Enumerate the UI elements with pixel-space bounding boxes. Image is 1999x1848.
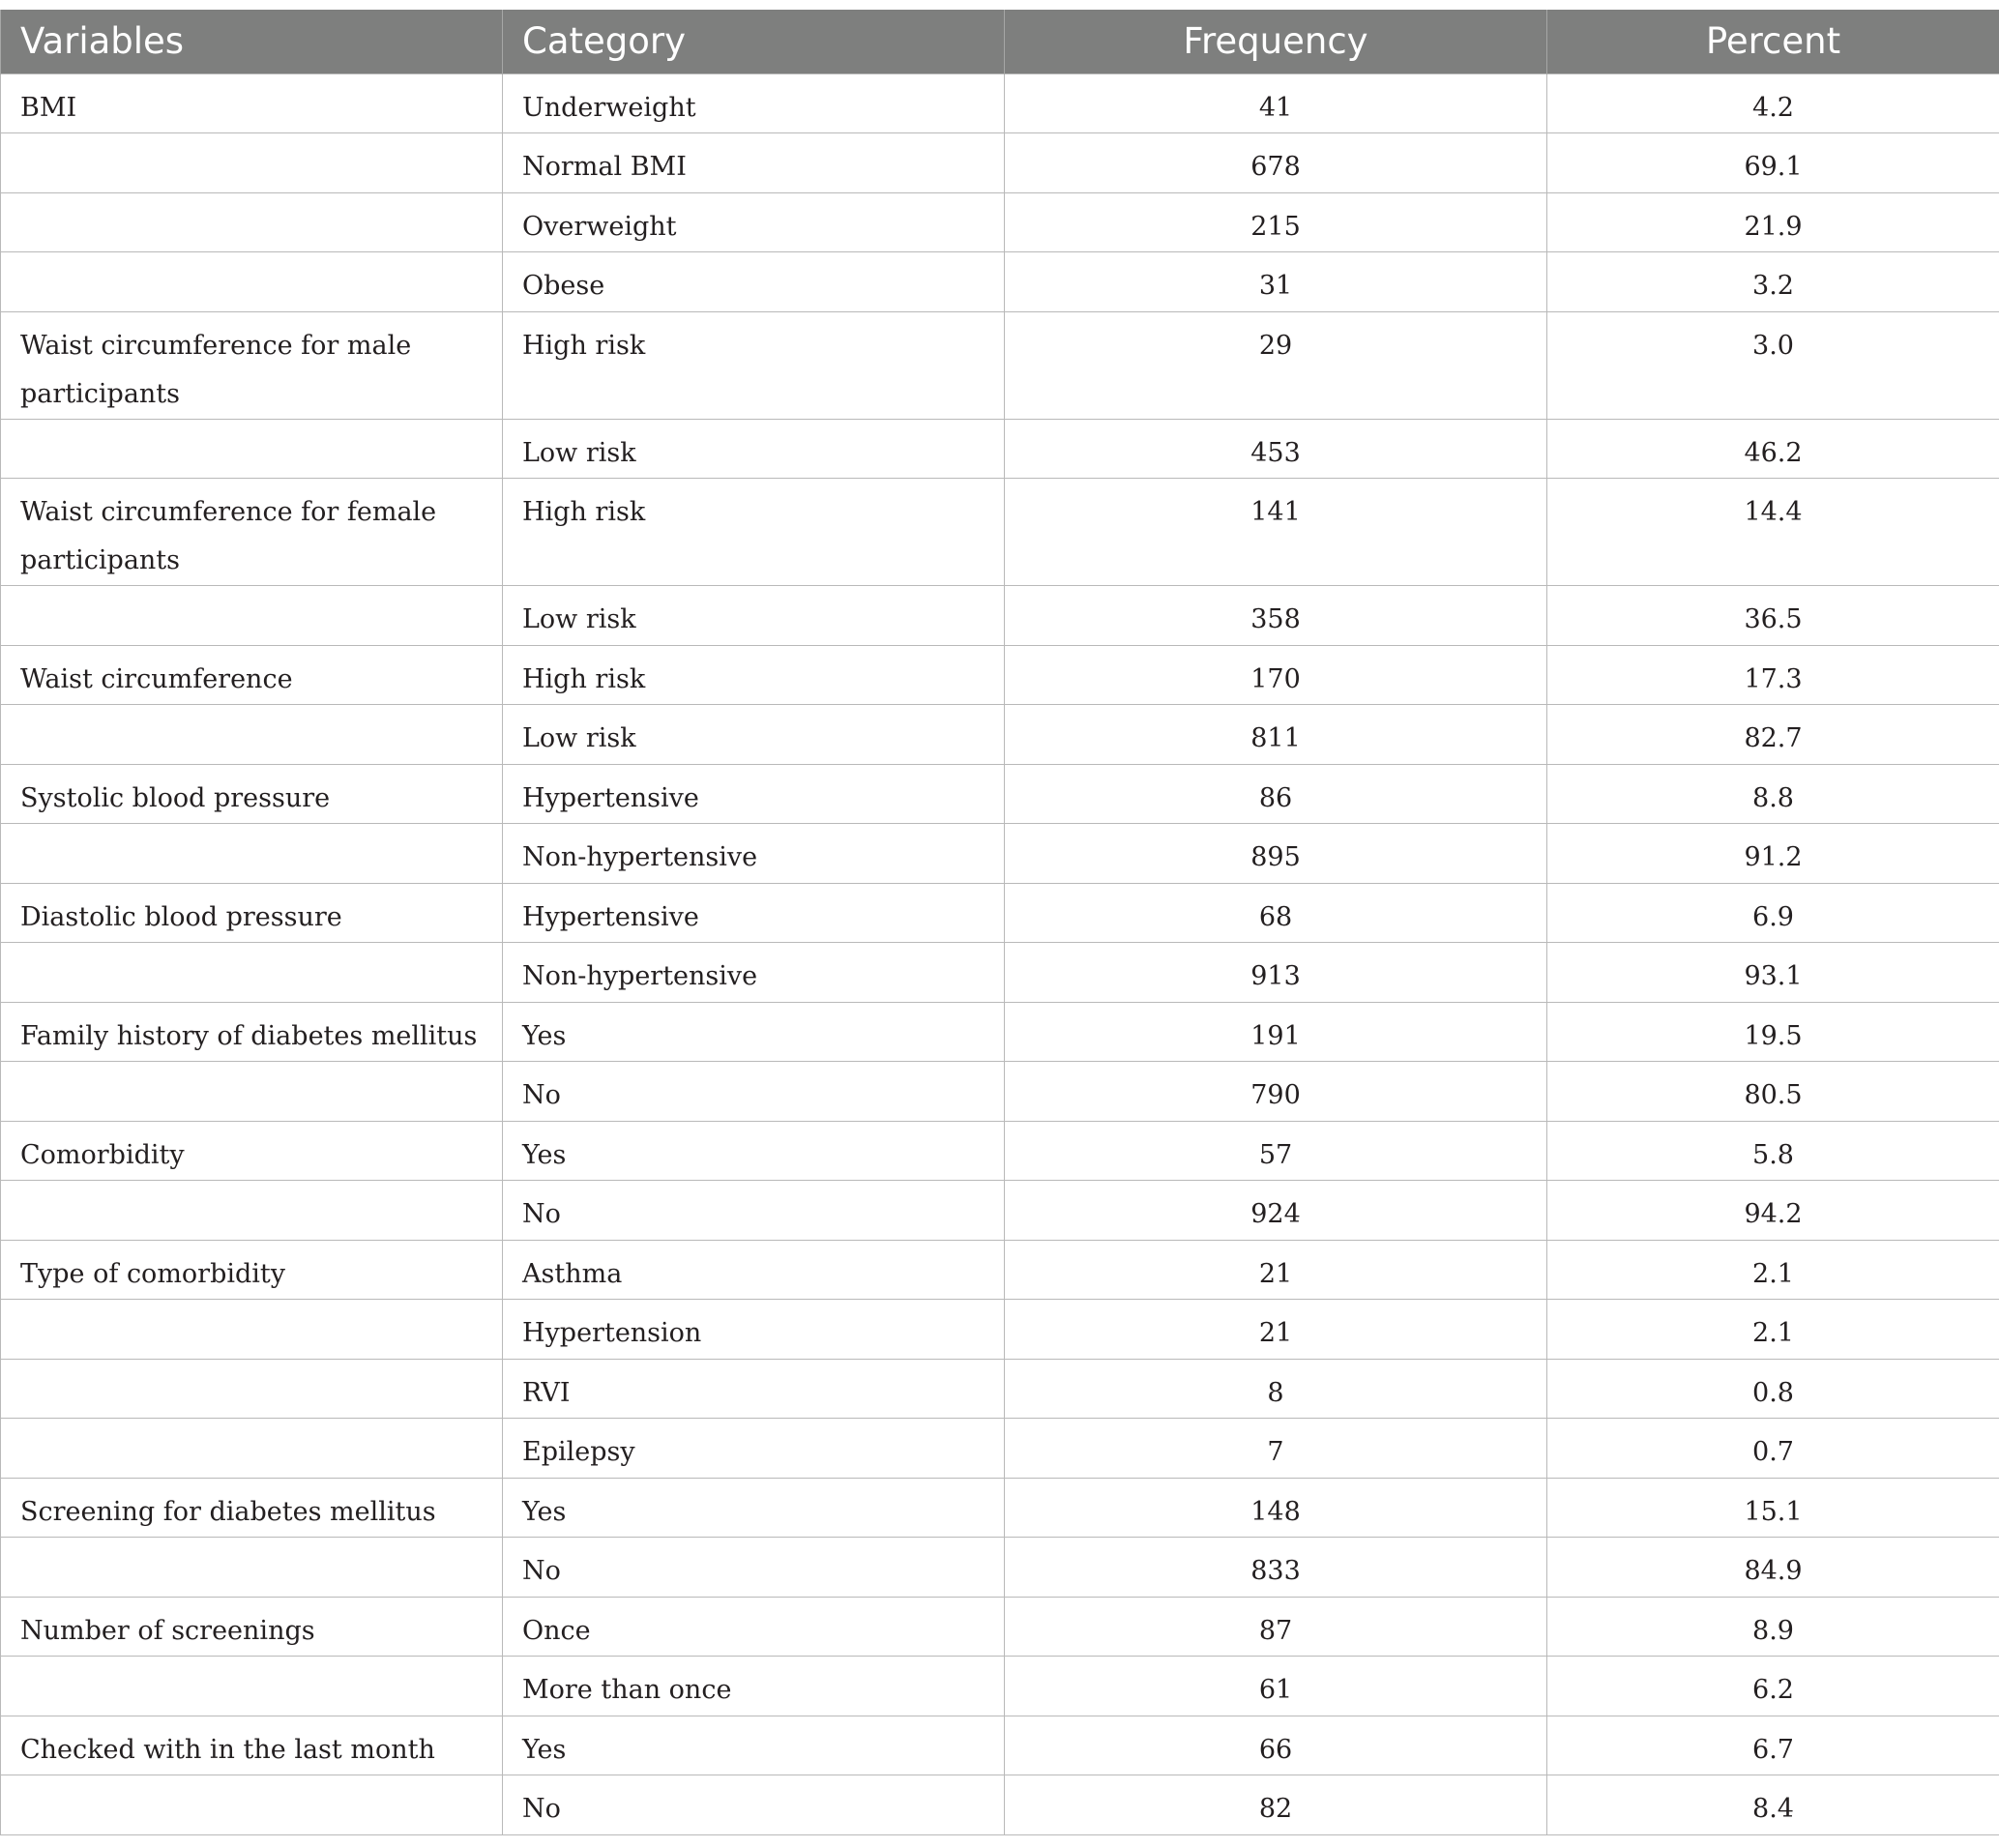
variable-cell xyxy=(1,1419,503,1479)
percent-cell: 0.7 xyxy=(1547,1419,1999,1479)
table-row xyxy=(1,645,1999,705)
variable-cell xyxy=(1,1359,503,1419)
variable-cell: Diastolic blood pressure xyxy=(1,883,503,943)
frequency-cell: 21 xyxy=(1005,1240,1547,1300)
variable-cell: Waist circumference xyxy=(1,645,503,705)
variable-cell xyxy=(1,705,503,765)
variable-cell: Checked with in the last month xyxy=(1,1716,503,1775)
category-cell: RVI xyxy=(503,1359,1005,1419)
variable-cell xyxy=(1,1538,503,1598)
frequency-cell: 29 xyxy=(1005,311,1547,419)
frequency-cell: 678 xyxy=(1005,133,1547,193)
variable-cell xyxy=(1,252,503,312)
frequency-cell: 86 xyxy=(1005,764,1547,824)
frequency-cell: 8 xyxy=(1005,1359,1547,1419)
table-row xyxy=(1,1478,1999,1538)
category-cell: Hypertensive xyxy=(503,764,1005,824)
data-table xyxy=(0,10,1999,1835)
variable-cell: Waist circumference for male participants xyxy=(1,311,503,419)
table-row xyxy=(1,586,1999,646)
category-cell: Yes xyxy=(503,1002,1005,1062)
column-header-frequency: Frequency xyxy=(1005,10,1547,73)
percent-cell: 46.2 xyxy=(1547,419,1999,479)
frequency-cell: 7 xyxy=(1005,1419,1547,1479)
category-cell: Obese xyxy=(503,252,1005,312)
table-row xyxy=(1,1062,1999,1122)
category-cell: Low risk xyxy=(503,705,1005,765)
percent-cell: 93.1 xyxy=(1547,943,1999,1003)
variable-cell xyxy=(1,1062,503,1122)
percent-cell: 15.1 xyxy=(1547,1478,1999,1538)
frequency-cell: 57 xyxy=(1005,1121,1547,1181)
frequency-cell: 87 xyxy=(1005,1597,1547,1657)
table-row xyxy=(1,1716,1999,1775)
frequency-cell: 790 xyxy=(1005,1062,1547,1122)
variable-cell: Screening for diabetes mellitus xyxy=(1,1478,503,1538)
percent-cell: 6.2 xyxy=(1547,1657,1999,1716)
category-cell: Normal BMI xyxy=(503,133,1005,193)
variable-cell xyxy=(1,192,503,252)
table-row xyxy=(1,1121,1999,1181)
category-cell: Asthma xyxy=(503,1240,1005,1300)
variable-cell xyxy=(1,586,503,646)
table-row xyxy=(1,1240,1999,1300)
variable-cell: Type of comorbidity xyxy=(1,1240,503,1300)
frequency-cell: 148 xyxy=(1005,1478,1547,1538)
variable-cell xyxy=(1,824,503,884)
frequency-cell: 895 xyxy=(1005,824,1547,884)
percent-cell: 14.4 xyxy=(1547,479,1999,586)
category-cell: Underweight xyxy=(503,73,1005,133)
table-row xyxy=(1,883,1999,943)
frequency-cell: 913 xyxy=(1005,943,1547,1003)
table-row xyxy=(1,943,1999,1003)
table-row xyxy=(1,764,1999,824)
table-row xyxy=(1,419,1999,479)
table-row xyxy=(1,705,1999,765)
frequency-cell: 358 xyxy=(1005,586,1547,646)
percent-cell: 0.8 xyxy=(1547,1359,1999,1419)
table-row xyxy=(1,824,1999,884)
category-cell: No xyxy=(503,1538,1005,1598)
frequency-cell: 191 xyxy=(1005,1002,1547,1062)
frequency-cell: 21 xyxy=(1005,1300,1547,1360)
category-cell: Hypertension xyxy=(503,1300,1005,1360)
variable-cell xyxy=(1,1775,503,1835)
category-cell: More than once xyxy=(503,1657,1005,1716)
category-cell: Low risk xyxy=(503,419,1005,479)
table-row xyxy=(1,1002,1999,1062)
category-cell: Yes xyxy=(503,1121,1005,1181)
column-header-category: Category xyxy=(503,10,1005,73)
percent-cell: 82.7 xyxy=(1547,705,1999,765)
percent-cell: 5.8 xyxy=(1547,1121,1999,1181)
table-row xyxy=(1,192,1999,252)
variable-cell: BMI xyxy=(1,73,503,133)
frequency-cell: 41 xyxy=(1005,73,1547,133)
table-row xyxy=(1,479,1999,586)
frequency-cell: 61 xyxy=(1005,1657,1547,1716)
frequency-cell: 833 xyxy=(1005,1538,1547,1598)
variable-cell: Comorbidity xyxy=(1,1121,503,1181)
category-cell: Non-hypertensive xyxy=(503,824,1005,884)
category-cell: Non-hypertensive xyxy=(503,943,1005,1003)
percent-cell: 91.2 xyxy=(1547,824,1999,884)
category-cell: Overweight xyxy=(503,192,1005,252)
category-cell: Yes xyxy=(503,1478,1005,1538)
frequency-cell: 170 xyxy=(1005,645,1547,705)
table-header xyxy=(1,10,1999,73)
percent-cell: 8.8 xyxy=(1547,764,1999,824)
variable-cell xyxy=(1,133,503,193)
category-cell: High risk xyxy=(503,645,1005,705)
table-row xyxy=(1,252,1999,312)
table-row xyxy=(1,1419,1999,1479)
percent-cell: 8.9 xyxy=(1547,1597,1999,1657)
frequency-cell: 82 xyxy=(1005,1775,1547,1835)
variable-cell: Systolic blood pressure xyxy=(1,764,503,824)
category-cell: Once xyxy=(503,1597,1005,1657)
table-row xyxy=(1,1300,1999,1360)
category-cell: Yes xyxy=(503,1716,1005,1775)
table-body xyxy=(1,73,1999,1834)
percent-cell: 2.1 xyxy=(1547,1240,1999,1300)
percent-cell: 84.9 xyxy=(1547,1538,1999,1598)
table-row xyxy=(1,1181,1999,1241)
variable-cell: Number of screenings xyxy=(1,1597,503,1657)
table-row xyxy=(1,1775,1999,1835)
variable-cell xyxy=(1,1657,503,1716)
column-header-percent: Percent xyxy=(1547,10,1999,73)
table-row xyxy=(1,1657,1999,1716)
variable-cell xyxy=(1,419,503,479)
percent-cell: 21.9 xyxy=(1547,192,1999,252)
frequency-cell: 215 xyxy=(1005,192,1547,252)
percent-cell: 94.2 xyxy=(1547,1181,1999,1241)
variable-cell xyxy=(1,1181,503,1241)
frequency-cell: 811 xyxy=(1005,705,1547,765)
category-cell: Hypertensive xyxy=(503,883,1005,943)
frequency-cell: 68 xyxy=(1005,883,1547,943)
percent-cell: 19.5 xyxy=(1547,1002,1999,1062)
category-cell: Epilepsy xyxy=(503,1419,1005,1479)
category-cell: High risk xyxy=(503,479,1005,586)
variable-cell: Family history of diabetes mellitus xyxy=(1,1002,503,1062)
percent-cell: 17.3 xyxy=(1547,645,1999,705)
percent-cell: 4.2 xyxy=(1547,73,1999,133)
percent-cell: 6.7 xyxy=(1547,1716,1999,1775)
column-header-variables: Variables xyxy=(1,10,503,73)
table-row xyxy=(1,1597,1999,1657)
frequency-cell: 141 xyxy=(1005,479,1547,586)
category-cell: No xyxy=(503,1062,1005,1122)
table-row xyxy=(1,133,1999,193)
frequency-cell: 66 xyxy=(1005,1716,1547,1775)
table-row xyxy=(1,1538,1999,1598)
variable-cell xyxy=(1,943,503,1003)
percent-cell: 3.0 xyxy=(1547,311,1999,419)
percent-cell: 36.5 xyxy=(1547,586,1999,646)
category-cell: High risk xyxy=(503,311,1005,419)
header-row xyxy=(1,10,1999,73)
percent-cell: 8.4 xyxy=(1547,1775,1999,1835)
frequency-cell: 31 xyxy=(1005,252,1547,312)
frequency-cell: 924 xyxy=(1005,1181,1547,1241)
category-cell: Low risk xyxy=(503,586,1005,646)
percent-cell: 3.2 xyxy=(1547,252,1999,312)
table-row xyxy=(1,1359,1999,1419)
variable-cell xyxy=(1,1300,503,1360)
category-cell: No xyxy=(503,1775,1005,1835)
frequency-cell: 453 xyxy=(1005,419,1547,479)
percent-cell: 69.1 xyxy=(1547,133,1999,193)
category-cell: No xyxy=(503,1181,1005,1241)
percent-cell: 80.5 xyxy=(1547,1062,1999,1122)
variable-cell: Waist circumference for female participants xyxy=(1,479,503,586)
percent-cell: 6.9 xyxy=(1547,883,1999,943)
table-row xyxy=(1,73,1999,133)
percent-cell: 2.1 xyxy=(1547,1300,1999,1360)
table-row xyxy=(1,311,1999,419)
